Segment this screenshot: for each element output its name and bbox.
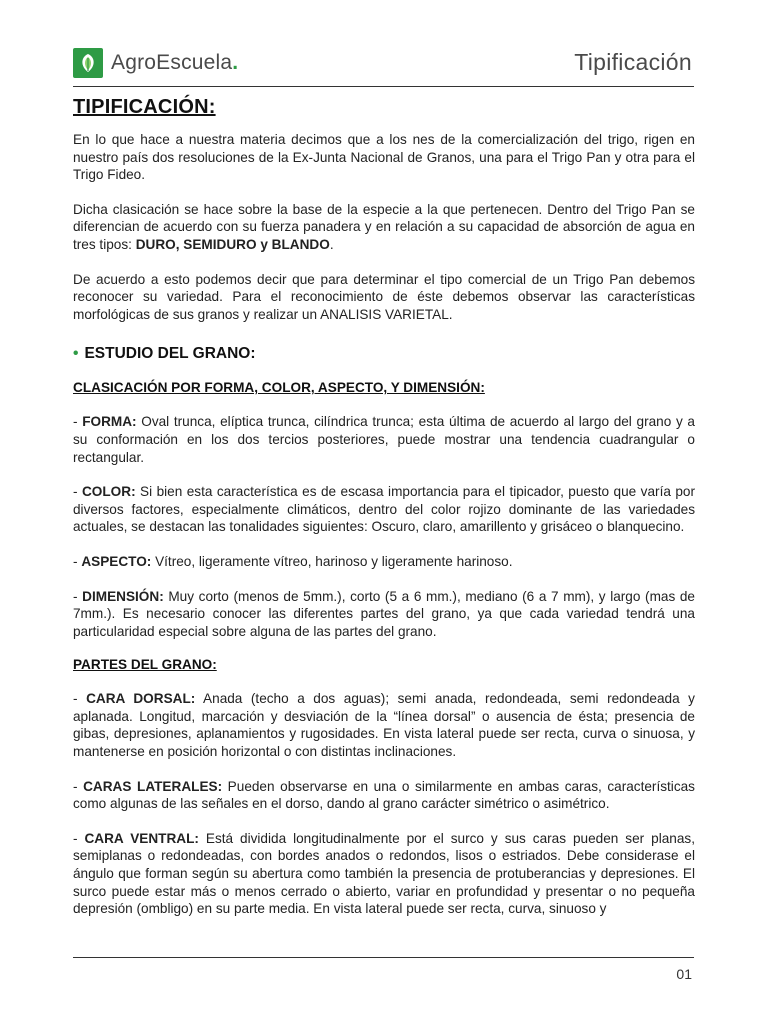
item-cara-ventral: - CARA VENTRAL: Está dividida longitudinalmente por el surco y sus caras pueden ser planas, semiplanas o redondeadas, con bordes anados o redondos, lisos o estriados. Debe considerase el ángulo que forman según su abertura como también la presencia de protuberancias y depresiones. El surco puede estar más o menos cerrado o abierto, variar en profundidad y presentar o no pequeña depresión (ombligo) en su parte media. En vista lateral puede ser recta, curva, sinuoso y — [73, 830, 695, 917]
section-title: Tipificación — [574, 49, 692, 75]
intro-paragraph-2: Dicha clasicación se hace sobre la base de la especie a la que pertenecen. Dentro del Trigo Pan se diferencian de acuerdo con su fuerza panadera y en relación a su capacidad de absorción de agua en tres tipos: DURO, SEMIDURO y BLANDO. — [73, 201, 695, 252]
bullet-icon: • — [73, 345, 79, 363]
brand-name: AgroEscuela. — [111, 51, 239, 74]
intro-paragraph-3: De acuerdo a esto podemos decir que para determinar el tipo comercial de un Trigo Pan debemos reconocer su variedad. Para el reconocimiento de éste debemos observar las características morfológicas de sus granos y realizar un ANALISIS VARIETAL. — [73, 271, 695, 322]
page-number: 01 — [676, 966, 692, 982]
brand-logo[interactable] — [73, 48, 238, 78]
leaf-icon — [73, 48, 103, 78]
page-content — [73, 96, 695, 935]
item-aspecto: - ASPECTO: Vítreo, ligeramente vítreo, harinoso y ligeramente harinoso. — [73, 553, 513, 569]
section-heading: • ESTUDIO DEL GRANO: — [73, 345, 256, 363]
page-title: TIPIFICACIÓN: — [73, 96, 216, 118]
grain-parts-subheading: PARTES DEL GRANO: — [73, 657, 217, 673]
item-color: - COLOR: Si bien esta característica es de escasa importancia para el tipicador, puesto que varía por diversos factores, especialmente climáticos, dentro del color rojizo dominante de las variedades actuales, se destacan las tonalidades siguientes: Oscuro, claro, amarillento y grisáceo o blanquecino. — [73, 484, 695, 535]
item-forma: - FORMA: Oval trunca, elíptica trunca, cilíndrica trunca; esta última de acuerdo al largo del grano y a su conformación en los dos tercios posteriores, puede mostrar una tendencia cuadrangular o rectangular. — [73, 414, 695, 465]
item-caras-laterales: - CARAS LATERALES: Pueden observarse en una o similarmente en ambas caras, características como algunas de las señales en el dorso, dando al grano carácter simétrico o asimétrico. — [73, 778, 695, 812]
page-footer — [73, 957, 694, 982]
item-cara-dorsal: - CARA DORSAL: Anada (techo a dos aguas); semi anada, redondeada, semi redondeada y aplanada. Longitud, marcación y desviación de la “línea dorsal” o ausencia de ésta; presencia de gibas, depresiones, aplanamientos y rugosidades. En vista lateral puede ser recta, curva o sinuosa, y mantenerse en posición horizontal o con distintas inclinaciones. — [73, 691, 695, 760]
wheat-types: DURO, SEMIDURO y BLANDO — [135, 236, 330, 252]
intro-paragraph-1: En lo que hace a nuestra materia decimos que a los nes de la comercialización del trigo, rigen en nuestro país dos resoluciones de la Ex-Junta Nacional de Granos, una para el Trigo Pan y otra para el Trigo Fideo. — [73, 132, 695, 183]
classification-subheading: CLASICACIÓN POR FORMA, COLOR, ASPECTO, Y DIMENSIÓN: — [73, 380, 485, 396]
item-dimension: - DIMENSIÓN: Muy corto (menos de 5mm.), corto (5 a 6 mm.), mediano (6 a 7 mm), y largo (mas de 7mm.). Es necesario conocer las diferentes partes del grano, ya que cada variedad tendrá una particularidad especial sobre alguna de las partes del grano. — [73, 588, 695, 639]
page-header — [73, 46, 694, 87]
